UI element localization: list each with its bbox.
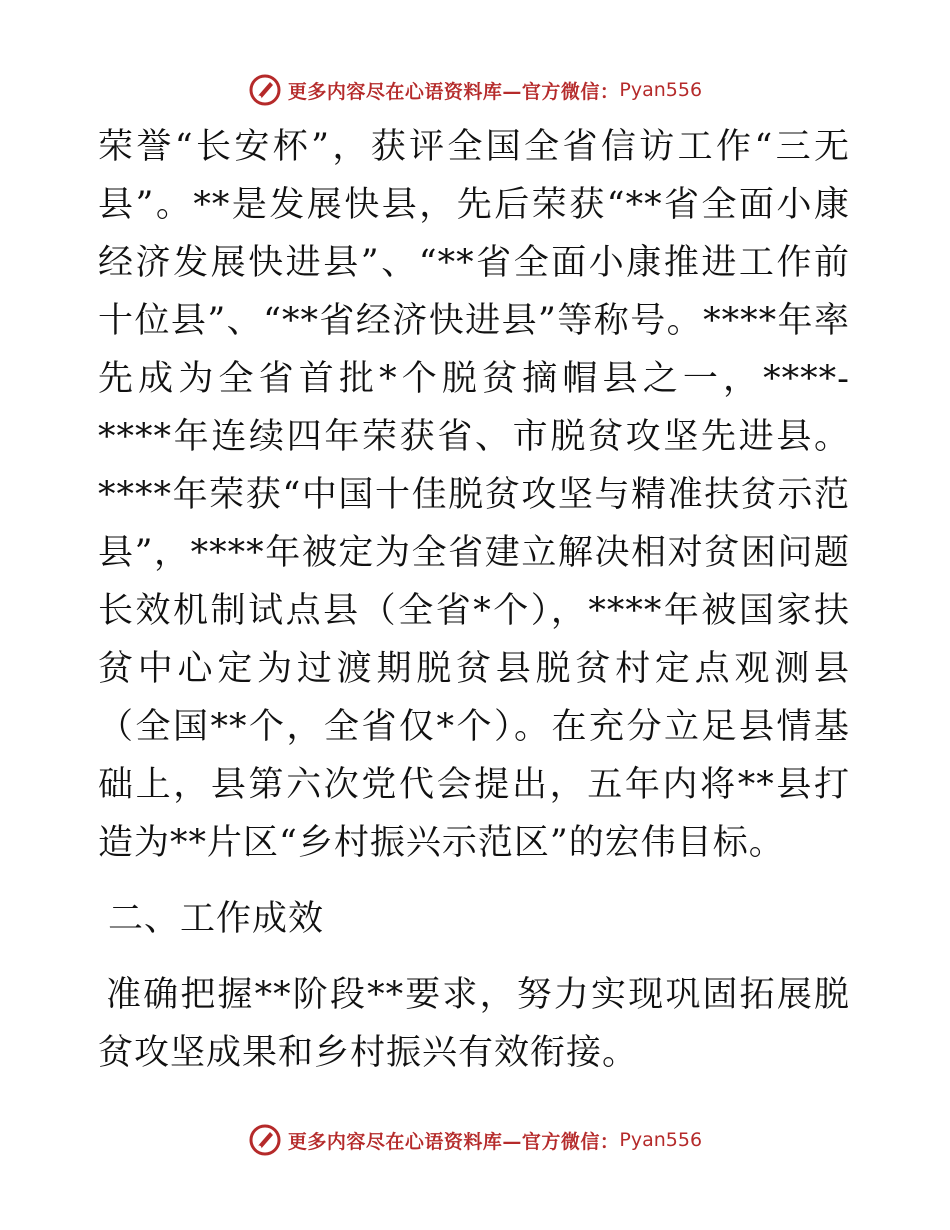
footer-contact: Pyan556 (619, 1129, 703, 1151)
header-banner (0, 70, 950, 110)
paragraph-results: 准确把握**阶段**要求，努力实现巩固拓展脱贫攻坚成果和乡村振兴有效衔接。 (98, 975, 850, 1073)
paragraph-honors: 荣誉“长安杯”，获评全国全省信访工作“三无县”。**是发展快县，先后荣获“**省全面小康经济发展快进县”、“**省全面小康推进工作前十位县”、“**省经济快进县”等称号。****年率先成为全省首批*个脱贫摘帽县之一，****-****年连续四年荣获省、市脱贫攻坚先进县。****年荣获“中国十佳脱贫攻坚与精准扶贫示范县”，****年被定为全省建立解决相对贫困问题长效机制试点县（全省*个），****年被国家扶贫中心定为过渡期脱贫县脱贫村定点观测县（全国**个，全省仅*个）。在充分立足县情基础上，县第六次党代会提出，五年内将**县打造为**片区“乡村振兴示范区”的宏伟目标。 (98, 127, 850, 863)
document-body (98, 118, 850, 1082)
pen-seal-logo-icon (248, 73, 282, 107)
header-contact: Pyan556 (619, 79, 703, 101)
footer-brand-text: 更多内容尽在心语资料库—官方微信： (287, 1130, 620, 1153)
header-brand-text: 更多内容尽在心语资料库—官方微信： (287, 80, 620, 103)
pen-seal-logo-icon (248, 1123, 282, 1157)
footer-banner (0, 1120, 950, 1160)
section-heading: 二、工作成效 (108, 899, 325, 939)
